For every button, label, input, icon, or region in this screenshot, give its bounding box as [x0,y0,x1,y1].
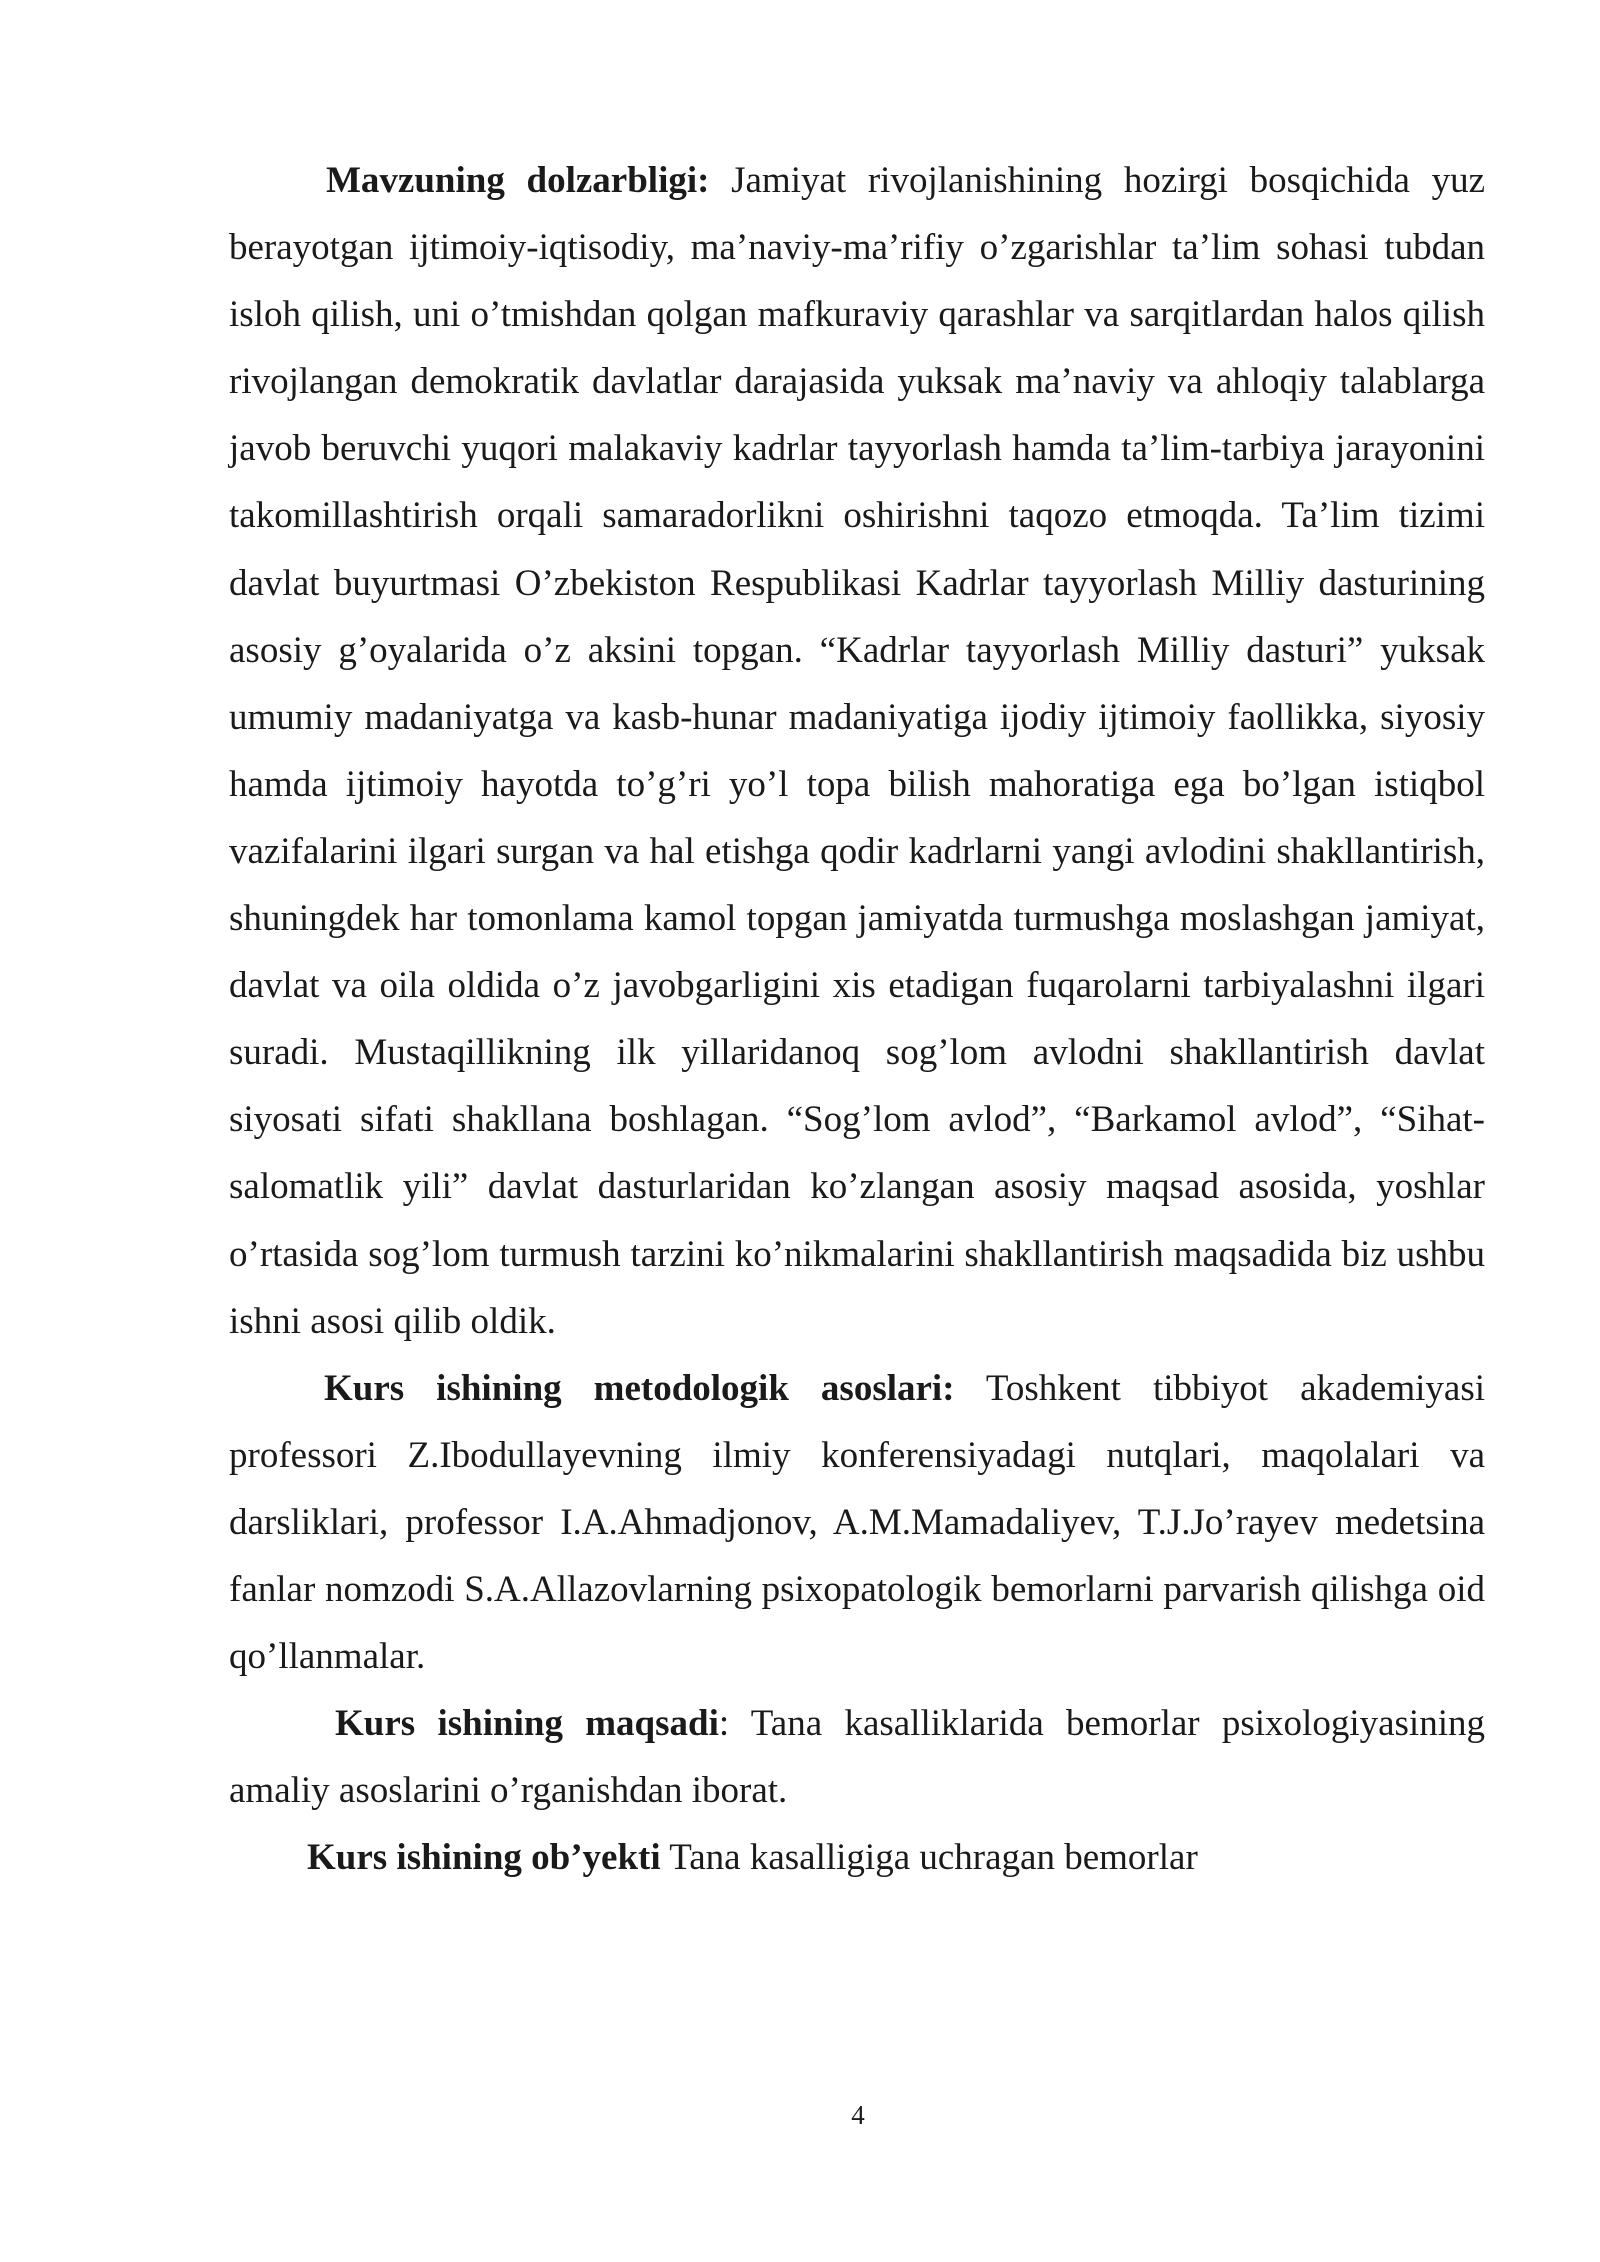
paragraph-heading: Kurs ishining metodologik asoslari: [324,1367,955,1409]
paragraph-text: : Tana kasalliklarida bemorlar psixologiyasining amaliy asoslarini o’rganishdan iborat. [229,1703,1485,1812]
paragraph-methodology [229,1355,1485,1690]
page-number: 4 [851,2100,865,2130]
paragraph-heading: Kurs ishining ob’yekti [307,1837,661,1879]
paragraph-goal [229,1690,1485,1824]
paragraph-text: Toshkent tibbiyot akademiyasi professori Z.Ibodullayevning ilmiy konferensiyadagi nutqlari, maqolalari va darsliklari, professor I.A.Ahmadjonov, A.M.Mamadaliyev, T.J.Jo’rayev medetsina fanlar nomzodi S.A.Allazovlarning psixopatologik bemorlarni parvarish qilishga oid qo’llanmalar. [229,1367,1485,1678]
paragraph-text: Tana kasalligiga uchragan bemorlar [660,1837,1198,1879]
paragraph-relevance [229,147,1485,1355]
paragraph-object [229,1824,1485,1891]
document-body [229,147,1485,1891]
paragraph-heading: Kurs ishining maqsadi [335,1703,719,1745]
paragraph-text: Jamiyat rivojlanishining hozirgi bosqichida yuz berayotgan ijtimoiy-iqtisodiy, ma’naviy-ma’rifiy o’zgarishlar ta’lim sohasi tubdan isloh qilish, uni o’tmishdan qolgan mafkuraviy qarashlar va sarqitlardan halos qilish rivojlangan demokratik davlatlar darajasida yuksak ma’naviy va ahloqiy talablarga javob beruvchi yuqori malakaviy kadrlar tayyorlash hamda ta’lim-tarbiya jarayonini takomillashtirish orqali samaradorlikni oshirishni taqozo etmoqda. Ta’lim tizimi davlat buyurtmasi O’zbekiston Respublikasi Kadrlar tayyorlash Milliy dasturining asosiy g’oyalarida o’z aksini topgan. “Kadrlar tayyorlash Milliy dasturi” yuksak umumiy madaniyatga va kasb-hunar madaniyatiga ijodiy ijtimoiy faollikka, siyosiy hamda ijtimoiy hayotda to’g’ri yo’l topa bilish mahoratiga ega bo’lgan istiqbol vazifalarini ilgari surgan va hal etishga qodir kadrlarni yangi avlodini shakllantirish, shuningdek har tomonlama kamol topgan jamiyatda turmushga moslashgan jamiyat, davlat va oila oldida o’z javobgarligini xis etadigan fuqarolarni tarbiyalashni ilgari suradi. Mustaqillikning ilk yillaridanoq sog’lom avlodni shakllantirish davlat siyosati sifati shakllana boshlagan. “Sog’lom avlod”, “Barkamol avlod”, “Sihat-salomatlik yili” davlat dasturlaridan ko’zlangan asosiy maqsad asosida, yoshlar o’rtasida sog’lom turmush tarzini ko’nikmalarini shakllantirish maqsadida biz ushbu ishni asosi qilib oldik. [229,160,1485,1342]
paragraph-heading: Mavzuning dolzarbligi: [326,160,710,201]
